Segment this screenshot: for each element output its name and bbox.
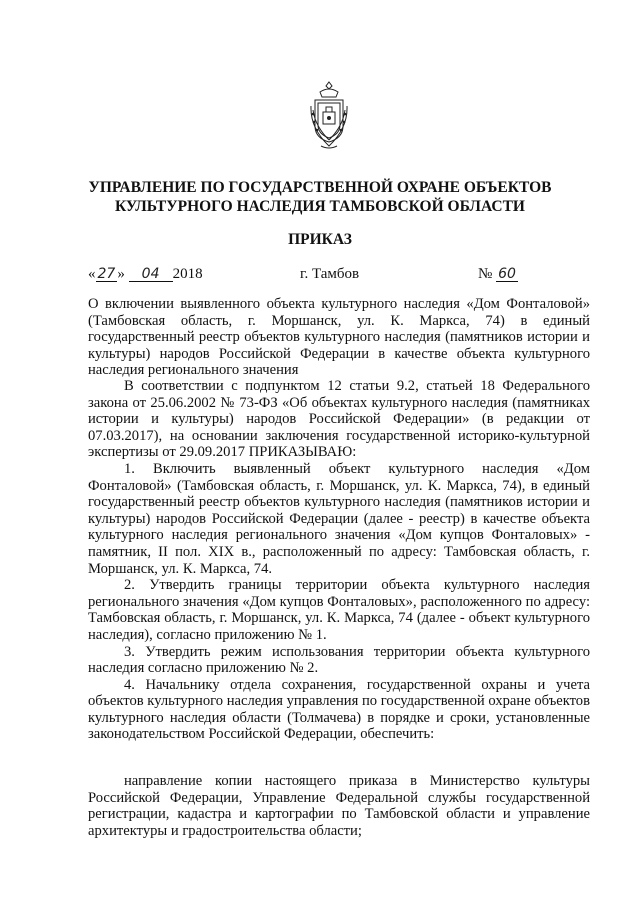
subject-text: О включении выявленного объекта культурного наследия «Дом Фонталовой» (Тамбовская область, г. Моршанск, ул. К. Маркса, 74) в единый государственный реестр объектов культурного наследия (памятников истории и культуры) народов Российской Федерации в качестве объекта культурного наследия регионального значения — [88, 296, 590, 379]
quote-close: » — [117, 266, 125, 282]
preamble-paragraph: В соответствии с подпунктом 12 статьи 9.2, статьей 18 Федерального закона от 25.06.2002 № 73-ФЗ «Об объектах культурного наследия (памятниках истории и культуры) народов Российской Федерации» (в редакции от 07.03.2017), на основании заключения государственной историко-культурной экспертизы от 29.09.2017 ПРИКАЗЫВАЮ: — [88, 378, 590, 461]
item-2-paragraph: 2. Утвердить границы территории объекта культурного наследия регионального значения «Дом купцов Фонталовых», расположенного по адресу: Тамбовская область, г. Моршанск, ул. К. Маркса, 74 (далее - объект культурного наследия), согласно приложению № 1. — [88, 577, 590, 643]
order-month: 04 — [129, 267, 173, 282]
order-body — [88, 378, 590, 743]
number-label: № — [478, 266, 493, 282]
agency-header — [0, 178, 640, 216]
agency-header-line-1: УПРАВЛЕНИЕ ПО ГОСУДАРСТВЕННОЙ ОХРАНЕ ОБЪЕКТОВ — [88, 179, 552, 196]
number-value: 60 — [498, 266, 516, 282]
order-number — [478, 266, 518, 283]
order-title: ПРИКАЗ — [288, 231, 352, 248]
item-4-paragraph: 4. Начальнику отдела сохранения, государственной охраны и учета объектов культурного наследия управления по государственной охране объектов культурного наследия области (Толмачева) в порядке и сроки, установленные законодательством Российской Федерации, обеспечить: — [88, 676, 590, 743]
item-4-subclause-paragraph: направление копии настоящего приказа в Министерство культуры Российской Федерации, Управление Федеральной службы государственной регистрации, кадастра и картографии по Тамбовской области и управление архитектуры и градостроительства области; — [88, 773, 590, 839]
order-year: 2018 — [172, 266, 203, 282]
item-3-paragraph: 3. Утвердить режим использования территории объекта культурного наследия согласно приложению № 2. — [88, 643, 590, 677]
item-1-paragraph: 1. Включить выявленный объект культурного наследия «Дом Фонталовой» (Тамбовская область, г. Моршанск, ул. К. Маркса, 74), в единый государственный реестр объектов культурного наследия (памятников истории и культуры) народов Российской Федерации (далее - реестр) в качестве объекта культурного наследия регионального значения «Дом купцов Фонталовых» - памятник, II пол. XIX в., расположенный по адресу: Тамбовская область, г. Моршанск, ул. К. Маркса, 74. — [88, 460, 590, 577]
order-subject — [88, 296, 590, 379]
quote-open: « — [88, 266, 96, 282]
order-body-continued — [88, 773, 590, 839]
order-city: г. Тамбов — [300, 266, 360, 282]
order-day: 27 — [97, 266, 116, 282]
coat-of-arms-emblem — [309, 80, 349, 152]
agency-header-line-2: КУЛЬТУРНОГО НАСЛЕДИЯ ТАМБОВСКОЙ ОБЛАСТИ — [115, 198, 525, 215]
order-date — [88, 266, 203, 283]
